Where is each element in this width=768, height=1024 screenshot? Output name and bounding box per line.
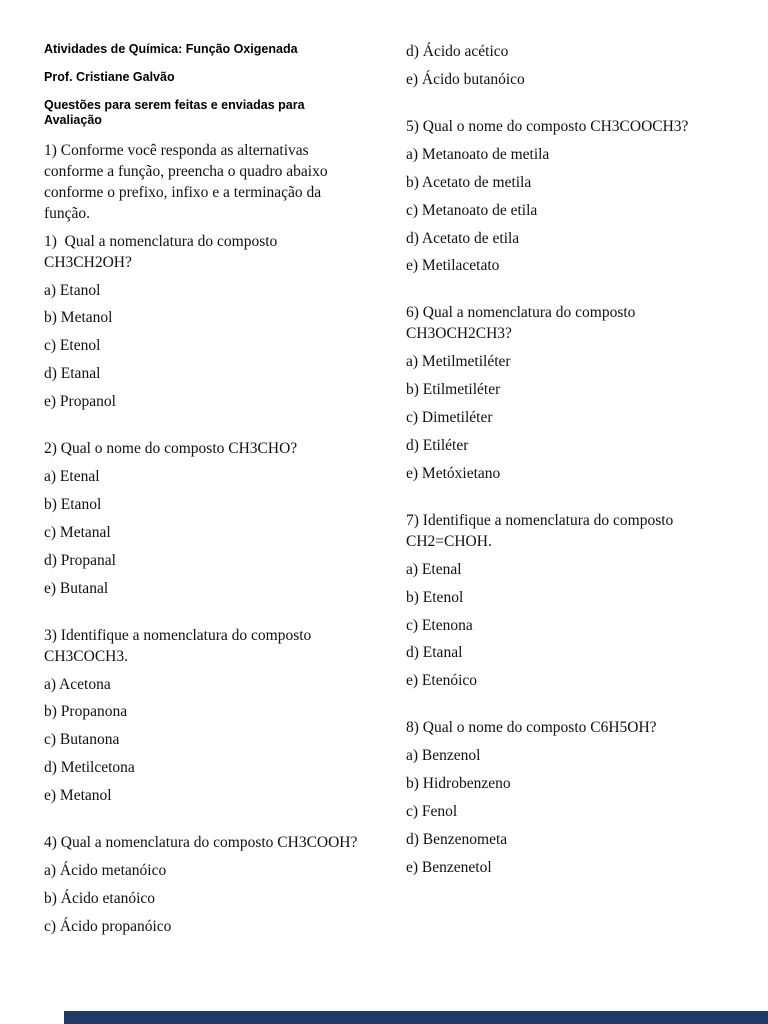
answer-option: c) Metanal (44, 523, 111, 541)
question-text: 8) Qual o nome do composto C6H5OH? (406, 719, 657, 737)
answer-option: c) Dimetiléter (406, 409, 493, 427)
answer-option: b) Acetato de metila (406, 173, 532, 191)
two-column-layout (44, 42, 724, 945)
answer-option: c) Etenol (44, 337, 101, 355)
answer-option: b) Etilmetiléter (406, 381, 501, 399)
question-text: 3) Identifique a nomenclatura do composto CH3COCH3. (44, 626, 316, 665)
answer-option: b) Etenol (406, 588, 464, 606)
answer-option: c) Fenol (406, 803, 458, 821)
answer-option: a) Acetona (44, 675, 111, 693)
right-column (406, 42, 724, 886)
answer-option: b) Etanol (44, 495, 102, 513)
answer-option: e) Metilacetato (406, 257, 500, 275)
answer-option: c) Butanona (44, 731, 120, 749)
answer-option: e) Benzenetol (406, 858, 492, 876)
question-text: 1) Qual a nomenclatura do composto CH3CH2OH? (44, 232, 282, 271)
intro-paragraph: 1) Conforme você responda as alternativas conforme a função, preencha o quadro abaixo conforme o prefixo, infixo e a terminação da função. (44, 142, 332, 222)
answer-option: d) Etanal (406, 644, 463, 662)
question-text: 7) Identifique a nomenclatura do composto CH2=CHOH. (406, 511, 678, 550)
answer-option: c) Etenona (406, 616, 473, 634)
answer-option: d) Benzenometa (406, 830, 508, 848)
answer-option: e) Ácido butanóico (406, 70, 525, 88)
answer-option: a) Ácido metanóico (44, 862, 167, 880)
answer-option: d) Etiléter (406, 436, 469, 454)
document-title: Atividades de Química: Função Oxigenada (44, 42, 298, 56)
answer-option: a) Etenal (406, 560, 462, 578)
answer-option: c) Ácido propanóico (44, 917, 172, 935)
answer-option: b) Propanona (44, 703, 128, 721)
answer-option: a) Metanoato de metila (406, 145, 550, 163)
answer-option: e) Etenóico (406, 672, 478, 690)
answer-option: b) Hidrobenzeno (406, 775, 511, 793)
answer-option: a) Metilmetiléter (406, 353, 511, 371)
answer-option: e) Metóxietano (406, 464, 501, 482)
answer-option: e) Propanol (44, 393, 116, 411)
left-column (44, 42, 362, 945)
answer-option: d) Etanal (44, 365, 101, 383)
professor-line: Prof. Cristiane Galvão (44, 70, 175, 84)
instructions-line: Questões para serem feitas e enviadas para Avaliação (44, 98, 305, 127)
question-text: 6) Qual a nomenclatura do composto CH3OCH2CH3? (406, 304, 640, 343)
answer-option: d) Metilcetona (44, 759, 135, 777)
question-text: 4) Qual a nomenclatura do composto CH3COOH? (44, 834, 358, 852)
answer-option: b) Ácido etanóico (44, 889, 156, 907)
answer-option: a) Etanol (44, 281, 101, 299)
answer-option: c) Metanoato de etila (406, 201, 538, 219)
answer-option: e) Metanol (44, 787, 112, 805)
footer-bar (64, 1011, 768, 1024)
answer-option: d) Ácido acético (406, 43, 509, 60)
answer-option: a) Benzenol (406, 747, 481, 765)
question-text: 5) Qual o nome do composto CH3COOCH3? (406, 117, 689, 135)
answer-option: a) Etenal (44, 468, 100, 486)
answer-option: d) Acetato de etila (406, 229, 520, 247)
question-text: 2) Qual o nome do composto CH3CHO? (44, 440, 298, 458)
answer-option: d) Propanal (44, 551, 116, 569)
answer-option: b) Metanol (44, 309, 113, 327)
answer-option: e) Butanal (44, 579, 109, 597)
